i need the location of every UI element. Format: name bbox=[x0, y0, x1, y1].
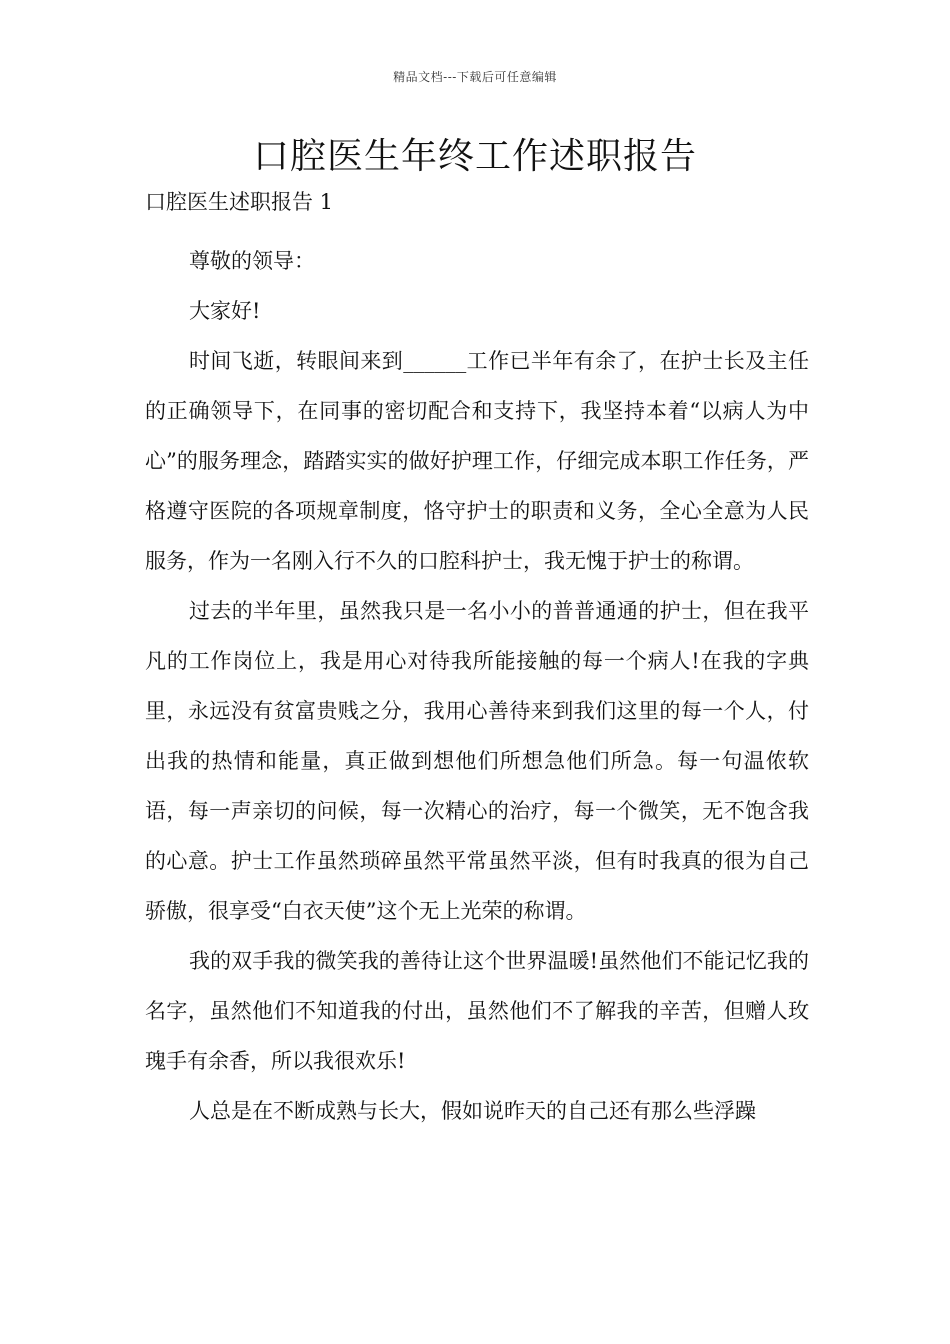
salutation: 尊敬的领导： bbox=[189, 249, 315, 273]
body-paragraph: 时间飞逝，转眼间来到______工作已半年有余了，在护士长及主任的正确领导下，在同事的密切配合和支持下，我坚持本着“以病人为中心”的服务理念，踏踏实实的做好护理工作，仔细完成本职工作任务，严格遵守医院的各项规章制度，恪守护士的职责和义务，全心全意为人民服务，作为一名刚入行不久的口腔科护士，我无愧于护士的称谓。 bbox=[145, 349, 809, 573]
body-paragraph: 我的双手我的微笑我的善待让这个世界温暖!虽然他们不能记忆我的名字，虽然他们不知道我的付出，虽然他们不了解我的辛苦，但赠人玫瑰手有余香，所以我很欢乐! bbox=[145, 949, 809, 1073]
document-body bbox=[145, 182, 809, 1136]
section-heading: 口腔医生述职报告 1 bbox=[145, 190, 334, 214]
document-title: 口腔医生年终工作述职报告 bbox=[252, 136, 697, 177]
body-paragraph: 过去的半年里，虽然我只是一名小小的普普通通的护士，但在我平凡的工作岗位上，我是用心对待我所能接触的每一个病人!在我的字典里，永远没有贫富贵贱之分，我用心善待来到我们这里的每一个人，付出我的热情和能量，真正做到想他们所想急他们所急。每一句温侬软语，每一声亲切的问候，每一次精心的治疗，每一个微笑，无不饱含我的心意。护士工作虽然琐碎虽然平常虽然平淡，但有时我真的很为自己骄傲，很享受“白衣天使”这个无上光荣的称谓。 bbox=[145, 599, 809, 923]
body-paragraph: 人总是在不断成熟与长大，假如说昨天的自己还有那么些浮躁 bbox=[189, 1099, 756, 1123]
greeting: 大家好! bbox=[189, 299, 261, 323]
header-note: 精品文档---下载后可任意编辑 bbox=[393, 70, 557, 84]
